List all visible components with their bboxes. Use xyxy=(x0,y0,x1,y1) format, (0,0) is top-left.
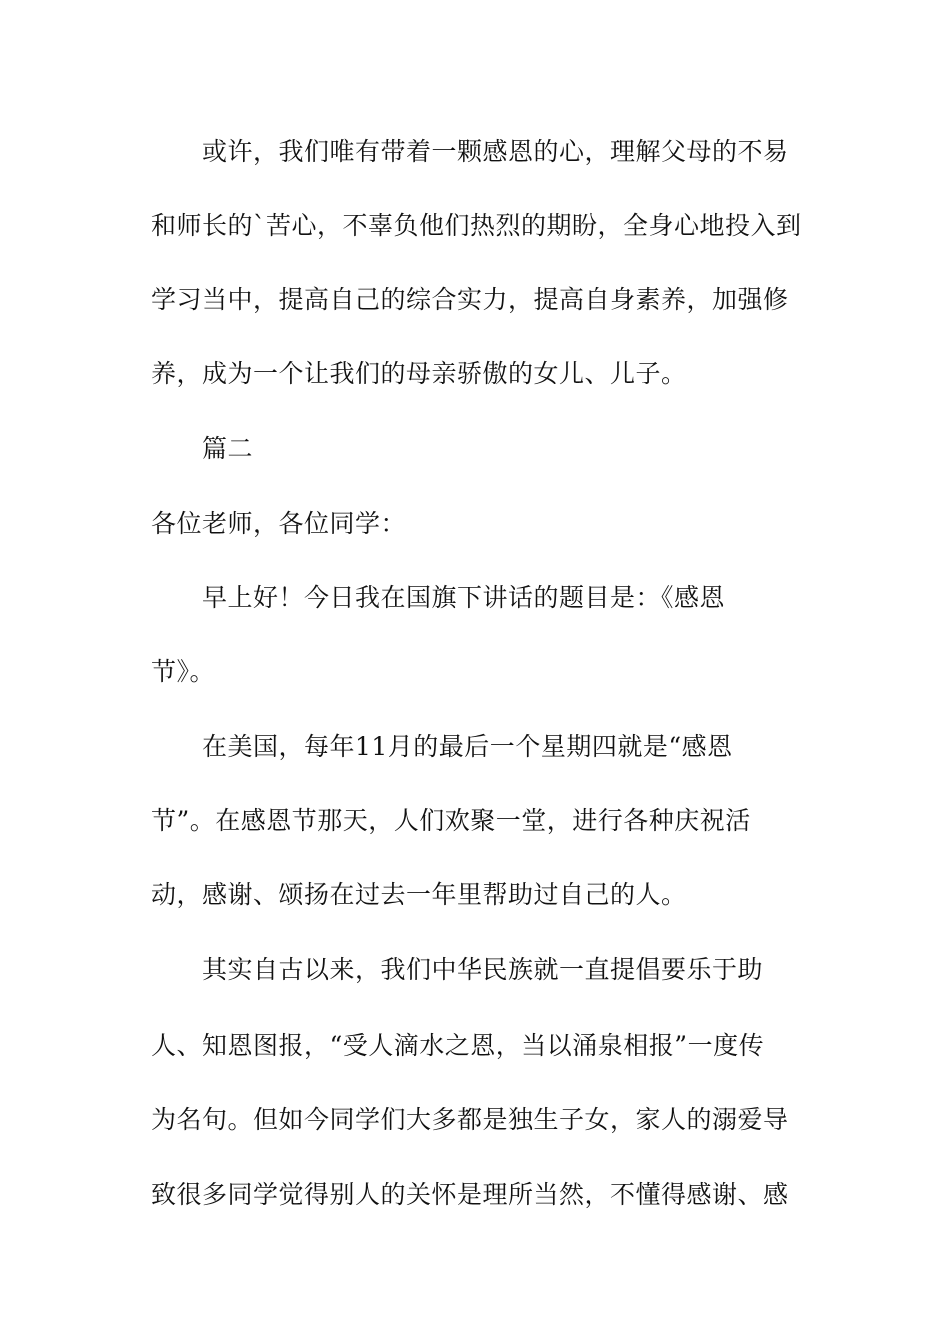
paragraph-line-3: 学习当中，提高自己的综合实力，提高自身素养，加强修 xyxy=(151,285,789,314)
salutation: 各位老师，各位同学： xyxy=(151,509,407,538)
paragraph-line-13: 致很多同学觉得别人的关怀是理所当然，不懂得感谢、感 xyxy=(151,1180,789,1209)
paragraph-line-1: 或许，我们唯有带着一颗感恩的心，理解父母的不易 xyxy=(202,137,789,166)
paragraph-line-5: 早上好！今日我在国旗下讲话的题目是：《感恩 xyxy=(202,583,726,612)
paragraph-line-6: 节》。 xyxy=(151,657,216,686)
paragraph-line-9: 动，感谢、颂扬在过去一年里帮助过自己的人。 xyxy=(151,880,687,909)
section-heading: 篇二 xyxy=(202,434,254,463)
paragraph-line-11: 人、知恩图报，“受人滴水之恩，当以涌泉相报”一度传 xyxy=(151,1031,765,1060)
paragraph-line-7: 在美国，每年11月的最后一个星期四就是“感恩 xyxy=(202,732,733,761)
paragraph-line-12: 为名句。但如今同学们大多都是独生子女，家人的溺爱导 xyxy=(151,1105,789,1134)
paragraph-line-10: 其实自古以来，我们中华民族就一直提倡要乐于助 xyxy=(202,955,764,984)
paragraph-line-4: 养，成为一个让我们的母亲骄傲的女儿、儿子。 xyxy=(151,359,687,388)
paragraph-line-8: 节”。在感恩节那天，人们欢聚一堂，进行各种庆祝活 xyxy=(151,806,751,835)
paragraph-line-2: 和师长的`苦心，不辜负他们热烈的期盼，全身心地投入到 xyxy=(151,211,802,240)
